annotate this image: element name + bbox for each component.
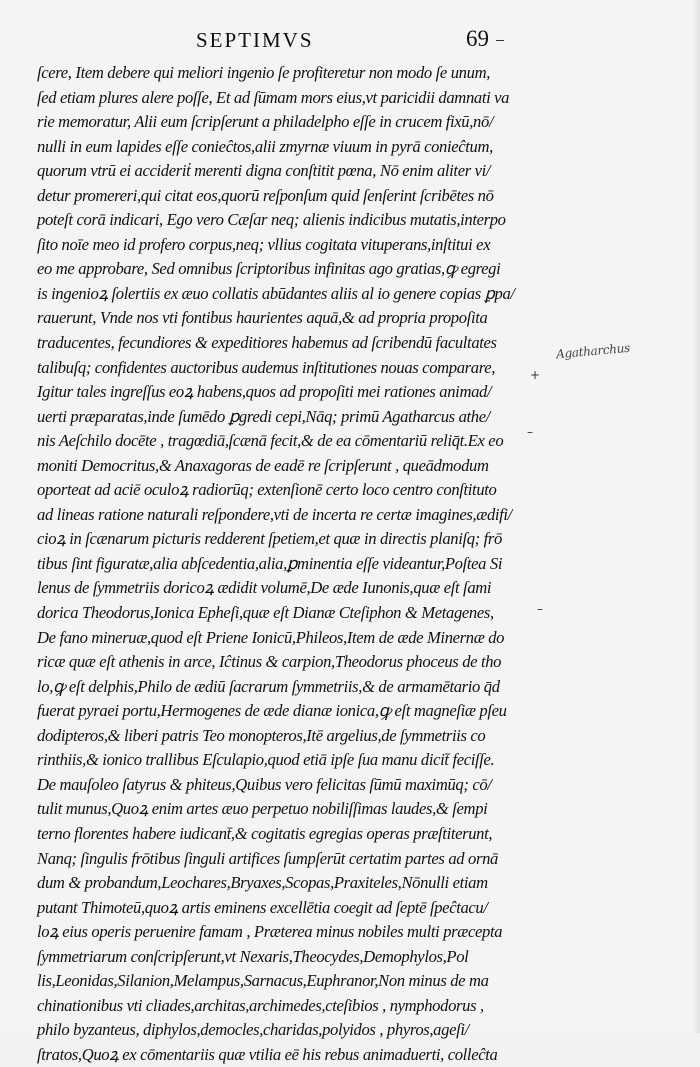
text-line: ſed etiam plures alere poſſe, Et ad ſūmam mors eius,vt paricidii damnati va [37, 87, 510, 107]
text-line: uerti præparatas,inde ſumēdo ꝑgredi cepi,Nāq; primū Agatharcus athe/ [37, 406, 491, 426]
text-line: dorica Theodorus,Ionica Epheſi,quæ eſt Dianæ Cteſiphon & Metagenes, [37, 603, 494, 623]
text-line: De fano mineruæ,quod eſt Priene Ionicū,Phileos,Item de æde Minernæ do [37, 627, 505, 647]
text-line: ſcere, Item debere qui meliori ingenio ſe profiteretur non modo ſe unum, [37, 63, 490, 82]
page-number: 69 [466, 26, 489, 51]
text-line: poteſt corā indicari, Ego vero Cæſar neq; alienis indicibus mutatis,interpo [37, 210, 506, 230]
text-line: talibuſq; confidentes auctoribus audemus inſtitutiones nouas comparare, [37, 357, 496, 377]
text-line: ad lineas ratione naturali reſpondere,vti de incerta re certæ imagines,ædifi/ [37, 504, 512, 524]
margin-mark: + [530, 368, 541, 382]
text-line: rinthiis,& ionico trallibus Eſculapio,quod etiā ipſe ſua manu dicit̄ feciſſe. [37, 750, 495, 770]
text-line: Nanq; ſingulis frōtibus ſinguli artifices ſumpſerūt certatim partes ad ornā [37, 848, 498, 868]
text-line: eo me approbare, Sed omnibus ſcriptoribus infinitas ago gratias,ꝙ egregi [37, 259, 501, 279]
text-line: lenus de ſymmetriis doricoꝝ ædidit volumē,De æde Iunonis,quæ eſt ſami [37, 578, 492, 598]
text-line: detur promereri,qui citat eos,quorū reſponſum quid ſenſerint ſcribētes nō [37, 185, 494, 205]
text-line: nulli in eum lapides eſſe conieĉtos,alii zmyrnæ viuum in pyrā conieĉtum, [37, 136, 493, 156]
text-line: tulit munus,Quoꝝ enim artes æuo perpetuo nobiliſſimas laudes,& ſempi [37, 799, 488, 819]
text-line: traducentes, fecundiores & expeditiores habemus ad ſcribendū facultates [37, 333, 497, 353]
text-line: oporteat ad aciē oculoꝝ radiorūq; extenſionē certo loco centro conſtituto [37, 480, 497, 500]
margin-mark: – [527, 425, 533, 439]
text-line: cioꝝ in ſcænarum picturis redderent ſpetiem,et quæ in directis planiſq; frō [37, 529, 502, 549]
text-line: nis Aeſchilo docēte , tragœdiā,ſcænā fecit,& de ea cōmentariū reliq̄t.Ex eo [37, 431, 504, 451]
text-line: rauerunt, Vnde nos vti fontibus haurientes aquā,& ad propria propoſita [37, 308, 488, 328]
folio-dash [496, 40, 504, 41]
marginal-annotation: Agatharchus [555, 340, 631, 362]
text-line: tibus ſint figuratæ,alia abſcedentia,alia,ꝑminentia eſſe videantur,Poſtea Si [37, 553, 503, 573]
text-line: rie memoratur, Alii eum ſcripſerunt a philadelpho eſſe in crucem fixū,nō/ [37, 112, 494, 132]
text-line: moniti Democritus,& Anaxagoras de eadē re ſcripſerunt , queādmodum [37, 455, 489, 475]
body-text [37, 61, 537, 1067]
text-line: is ingenioꝝ ſolertiis ex æuo collatis abūdantes aliis al io genere copias ꝑpa/ [37, 283, 515, 303]
text-line: loꝝ eius operis peruenire famam , Præterea minus nobiles multi præcepta [37, 922, 503, 942]
text-line: lo,ꝙ eſt delphis,Philo de ædiū ſacrarum ſymmetriis,& de armamētario q̄d [37, 676, 500, 696]
text-line: Igitur tales ingreſſus eoꝝ habens,quos ad propoſiti mei rationes animad/ [37, 382, 492, 402]
text-line: philo byzanteus, diphylos,democles,charidas,polyidos , phyros,ageſi/ [37, 1020, 469, 1040]
text-line: chinationibus vti cliades,architas,archimedes,cteſibios , nymphodorus , [37, 995, 484, 1015]
text-line: De mauſoleo ſatyrus & phiteus,Quibus vero felicitas ſūmū maximūq; cō/ [37, 774, 492, 794]
text-line: dodipteros,& liberi patris Teo monopteros,Itē argelius,de ſymmetriis co [37, 725, 486, 745]
text-line: terno florentes habere iudicant̄,& cogitatis egregias operas præſtiterunt, [37, 823, 493, 843]
text-line: lis,Leonidas,Silanion,Melampus,Sarnacus,Euphranor,Non minus de ma [37, 971, 489, 991]
text-line: fuerat pyraei portu,Hermogenes de æde dianæ ionica,ꝙ eſt magneſiæ pſeu [37, 701, 507, 721]
text-line: ſtratos,Quoꝝ ex cōmentariis quæ vtilia eē his rebus animaduerti, colleĉta [37, 1044, 498, 1064]
text-line: ſymmetriarum conſcripſerunt,vt Nexaris,Theocydes,Demophylos,Pol [37, 946, 469, 966]
running-head: SEPTIMVS [196, 28, 314, 52]
text-line: quorum vtrū ei accideriṫ merenti digna conſtitit pœna, Nō enim aliter vi/ [37, 161, 491, 181]
margin-mark: – [537, 602, 543, 616]
text-line: ricæ quæ eſt athenis in arce, Iĉtinus & carpion,Theodorus phoceus de tho [37, 652, 502, 672]
text-line: ſito noīe meo id profero corpus,neq; vllius cogitata vituperans,inſtitui ex [37, 234, 491, 254]
text-line: dum & probandum,Leochares,Bryaxes,Scopas,Praxiteles,Nōnulli etiam [37, 873, 488, 893]
text-line: putant Thimoteū,quoꝝ artis eminens excellētia coegit ad ſeptē ſpeĉtacu/ [37, 897, 488, 917]
page-edge-shadow [692, 0, 700, 1033]
